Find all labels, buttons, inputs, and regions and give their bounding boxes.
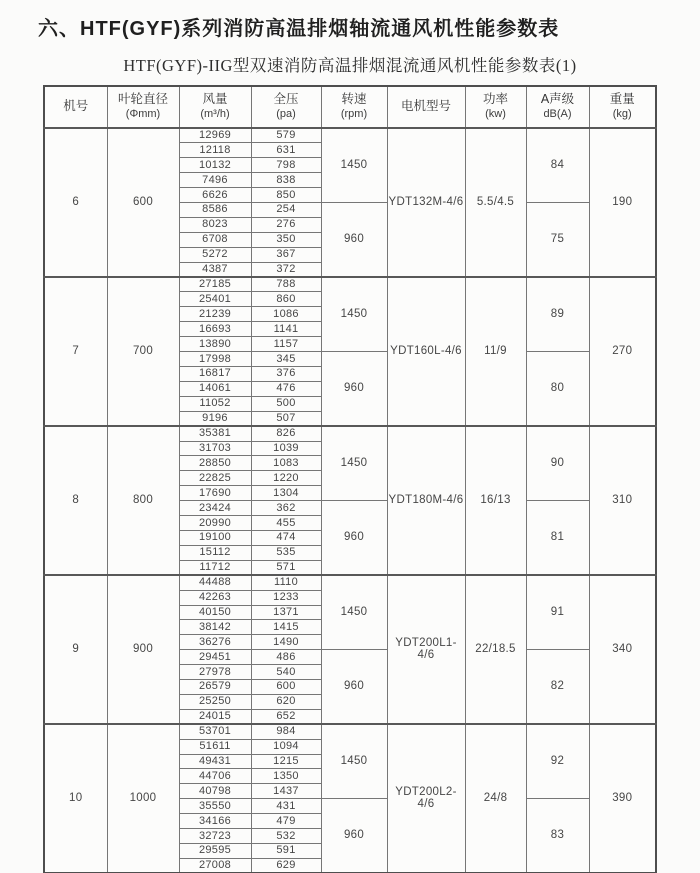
air-volume-cell: 16693 (179, 322, 251, 337)
noise-level-cell: 89 (526, 277, 589, 352)
air-volume-cell: 35381 (179, 426, 251, 441)
weight-cell: 270 (589, 277, 656, 426)
total-pressure-cell: 362 (251, 501, 321, 516)
air-volume-cell: 44488 (179, 575, 251, 590)
total-pressure-cell: 629 (251, 858, 321, 873)
air-volume-cell: 15112 (179, 545, 251, 560)
speed-cell: 960 (321, 501, 387, 576)
total-pressure-cell: 631 (251, 143, 321, 158)
column-header-impeller-diameter (107, 86, 179, 128)
speed-cell: 1450 (321, 724, 387, 799)
air-volume-cell: 27008 (179, 858, 251, 873)
column-header-noise-level (526, 86, 589, 128)
column-unit: (m³/h) (200, 107, 230, 120)
total-pressure-cell: 1371 (251, 605, 321, 620)
column-unit: (pa) (276, 107, 296, 120)
speed-cell: 960 (321, 203, 387, 278)
machine-no-cell: 7 (44, 277, 107, 426)
total-pressure-cell: 350 (251, 232, 321, 247)
noise-level-cell: 75 (526, 203, 589, 278)
motor-model-cell: YDT160L-4/6 (387, 277, 465, 426)
air-volume-cell: 16817 (179, 367, 251, 382)
air-volume-cell: 19100 (179, 530, 251, 545)
air-volume-cell: 25401 (179, 292, 251, 307)
total-pressure-cell: 376 (251, 367, 321, 382)
total-pressure-cell: 1039 (251, 441, 321, 456)
column-unit: (rpm) (340, 107, 368, 120)
total-pressure-cell: 431 (251, 799, 321, 814)
column-header-power (465, 86, 526, 128)
total-pressure-cell: 826 (251, 426, 321, 441)
weight-cell: 340 (589, 575, 656, 724)
speed-cell: 960 (321, 650, 387, 725)
total-pressure-cell: 1141 (251, 322, 321, 337)
total-pressure-cell: 455 (251, 516, 321, 531)
speed-cell: 1450 (321, 277, 387, 352)
air-volume-cell: 36276 (179, 635, 251, 650)
column-label: 电机型号 (400, 99, 451, 114)
total-pressure-cell: 479 (251, 814, 321, 829)
column-label: 功率 (482, 92, 508, 107)
noise-level-cell: 82 (526, 650, 589, 725)
total-pressure-cell: 1220 (251, 471, 321, 486)
column-header-machine-no (44, 86, 107, 128)
air-volume-cell: 28850 (179, 456, 251, 471)
speed-cell: 960 (321, 799, 387, 873)
power-cell: 5.5/4.5 (465, 128, 526, 277)
air-volume-cell: 29451 (179, 650, 251, 665)
air-volume-cell: 17998 (179, 352, 251, 367)
power-cell: 11/9 (465, 277, 526, 426)
table-row (44, 724, 656, 739)
impeller-diameter-cell: 800 (107, 426, 179, 575)
air-volume-cell: 49431 (179, 754, 251, 769)
air-volume-cell: 10132 (179, 158, 251, 173)
impeller-diameter-cell: 700 (107, 277, 179, 426)
air-volume-cell: 4387 (179, 262, 251, 277)
table-row (44, 128, 656, 143)
total-pressure-cell: 1157 (251, 337, 321, 352)
air-volume-cell: 40150 (179, 605, 251, 620)
total-pressure-cell: 860 (251, 292, 321, 307)
power-cell: 16/13 (465, 426, 526, 575)
impeller-diameter-cell: 1000 (107, 724, 179, 873)
document-page (0, 12, 700, 873)
total-pressure-cell: 1415 (251, 620, 321, 635)
air-volume-cell: 26579 (179, 680, 251, 695)
fan-performance-table (43, 85, 657, 873)
total-pressure-cell: 620 (251, 694, 321, 709)
motor-model-cell: YDT180M-4/6 (387, 426, 465, 575)
total-pressure-cell: 600 (251, 680, 321, 695)
column-label: 机号 (63, 99, 89, 114)
weight-cell: 390 (589, 724, 656, 873)
column-label: 全压 (273, 92, 299, 107)
total-pressure-cell: 788 (251, 277, 321, 292)
column-header-air-volume (179, 86, 251, 128)
table-header (44, 86, 656, 128)
noise-level-cell: 91 (526, 575, 589, 650)
air-volume-cell: 12118 (179, 143, 251, 158)
air-volume-cell: 6708 (179, 232, 251, 247)
total-pressure-cell: 1215 (251, 754, 321, 769)
column-unit: (Φmm) (125, 107, 161, 120)
noise-level-cell: 90 (526, 426, 589, 501)
total-pressure-cell: 540 (251, 665, 321, 680)
column-label: 叶轮直径 (117, 92, 168, 107)
total-pressure-cell: 1083 (251, 456, 321, 471)
table-row (44, 575, 656, 590)
air-volume-cell: 25250 (179, 694, 251, 709)
air-volume-cell: 27185 (179, 277, 251, 292)
table-row (44, 277, 656, 292)
column-header-motor-model (387, 86, 465, 128)
power-cell: 24/8 (465, 724, 526, 873)
table-body (44, 128, 656, 873)
speed-cell: 960 (321, 352, 387, 427)
motor-model-cell: YDT132M-4/6 (387, 128, 465, 277)
air-volume-cell: 27978 (179, 665, 251, 680)
machine-no-cell: 10 (44, 724, 107, 873)
air-volume-cell: 31703 (179, 441, 251, 456)
air-volume-cell: 17690 (179, 486, 251, 501)
power-cell: 22/18.5 (465, 575, 526, 724)
total-pressure-cell: 1350 (251, 769, 321, 784)
total-pressure-cell: 1094 (251, 739, 321, 754)
air-volume-cell: 23424 (179, 501, 251, 516)
total-pressure-cell: 1490 (251, 635, 321, 650)
air-volume-cell: 38142 (179, 620, 251, 635)
air-volume-cell: 20990 (179, 516, 251, 531)
total-pressure-cell: 532 (251, 829, 321, 844)
total-pressure-cell: 838 (251, 173, 321, 188)
air-volume-cell: 42263 (179, 590, 251, 605)
column-label: 风量 (202, 92, 228, 107)
noise-level-cell: 84 (526, 128, 589, 203)
table-subtitle: HTF(GYF)-IIG型双速消防高温排烟混流通风机性能参数表(1) (123, 56, 577, 75)
total-pressure-cell: 571 (251, 560, 321, 575)
column-label: 转速 (341, 92, 367, 107)
page-title: 六、HTF(GYF)系列消防高温排烟轴流通风机性能参数表 (38, 18, 560, 40)
air-volume-cell: 12969 (179, 128, 251, 143)
speed-cell: 1450 (321, 426, 387, 501)
total-pressure-cell: 1304 (251, 486, 321, 501)
column-header-total-pressure (251, 86, 321, 128)
machine-no-cell: 8 (44, 426, 107, 575)
total-pressure-cell: 850 (251, 188, 321, 203)
total-pressure-cell: 798 (251, 158, 321, 173)
column-label: 重量 (609, 92, 635, 107)
total-pressure-cell: 507 (251, 411, 321, 426)
air-volume-cell: 9196 (179, 411, 251, 426)
total-pressure-cell: 345 (251, 352, 321, 367)
total-pressure-cell: 1233 (251, 590, 321, 605)
air-volume-cell: 6626 (179, 188, 251, 203)
air-volume-cell: 35550 (179, 799, 251, 814)
total-pressure-cell: 372 (251, 262, 321, 277)
air-volume-cell: 34166 (179, 814, 251, 829)
total-pressure-cell: 476 (251, 381, 321, 396)
total-pressure-cell: 579 (251, 128, 321, 143)
air-volume-cell: 44706 (179, 769, 251, 784)
air-volume-cell: 14061 (179, 381, 251, 396)
total-pressure-cell: 1437 (251, 784, 321, 799)
header-row (44, 86, 656, 128)
table-row (44, 426, 656, 441)
air-volume-cell: 5272 (179, 247, 251, 262)
air-volume-cell: 40798 (179, 784, 251, 799)
speed-cell: 1450 (321, 575, 387, 650)
air-volume-cell: 21239 (179, 307, 251, 322)
column-label: A声级 (540, 92, 575, 107)
total-pressure-cell: 591 (251, 844, 321, 859)
total-pressure-cell: 652 (251, 709, 321, 724)
total-pressure-cell: 276 (251, 217, 321, 232)
total-pressure-cell: 474 (251, 530, 321, 545)
column-header-speed (321, 86, 387, 128)
total-pressure-cell: 500 (251, 396, 321, 411)
column-unit: (kw) (485, 107, 506, 120)
motor-model-cell: YDT200L2-4/6 (387, 724, 465, 873)
noise-level-cell: 92 (526, 724, 589, 799)
machine-no-cell: 9 (44, 575, 107, 724)
total-pressure-cell: 486 (251, 650, 321, 665)
weight-cell: 310 (589, 426, 656, 575)
noise-level-cell: 81 (526, 501, 589, 576)
column-unit: dB(A) (543, 107, 572, 120)
air-volume-cell: 32723 (179, 829, 251, 844)
air-volume-cell: 8023 (179, 217, 251, 232)
air-volume-cell: 22825 (179, 471, 251, 486)
air-volume-cell: 7496 (179, 173, 251, 188)
air-volume-cell: 24015 (179, 709, 251, 724)
column-unit: (kg) (612, 107, 632, 120)
column-header-weight (589, 86, 656, 128)
air-volume-cell: 8586 (179, 203, 251, 218)
noise-level-cell: 83 (526, 799, 589, 873)
weight-cell: 190 (589, 128, 656, 277)
air-volume-cell: 11052 (179, 396, 251, 411)
total-pressure-cell: 254 (251, 203, 321, 218)
speed-cell: 1450 (321, 128, 387, 203)
air-volume-cell: 51611 (179, 739, 251, 754)
total-pressure-cell: 1110 (251, 575, 321, 590)
air-volume-cell: 13890 (179, 337, 251, 352)
total-pressure-cell: 535 (251, 545, 321, 560)
total-pressure-cell: 984 (251, 724, 321, 739)
machine-no-cell: 6 (44, 128, 107, 277)
air-volume-cell: 11712 (179, 560, 251, 575)
air-volume-cell: 53701 (179, 724, 251, 739)
impeller-diameter-cell: 600 (107, 128, 179, 277)
total-pressure-cell: 1086 (251, 307, 321, 322)
motor-model-cell: YDT200L1-4/6 (387, 575, 465, 724)
total-pressure-cell: 367 (251, 247, 321, 262)
noise-level-cell: 80 (526, 352, 589, 427)
air-volume-cell: 29595 (179, 844, 251, 859)
impeller-diameter-cell: 900 (107, 575, 179, 724)
